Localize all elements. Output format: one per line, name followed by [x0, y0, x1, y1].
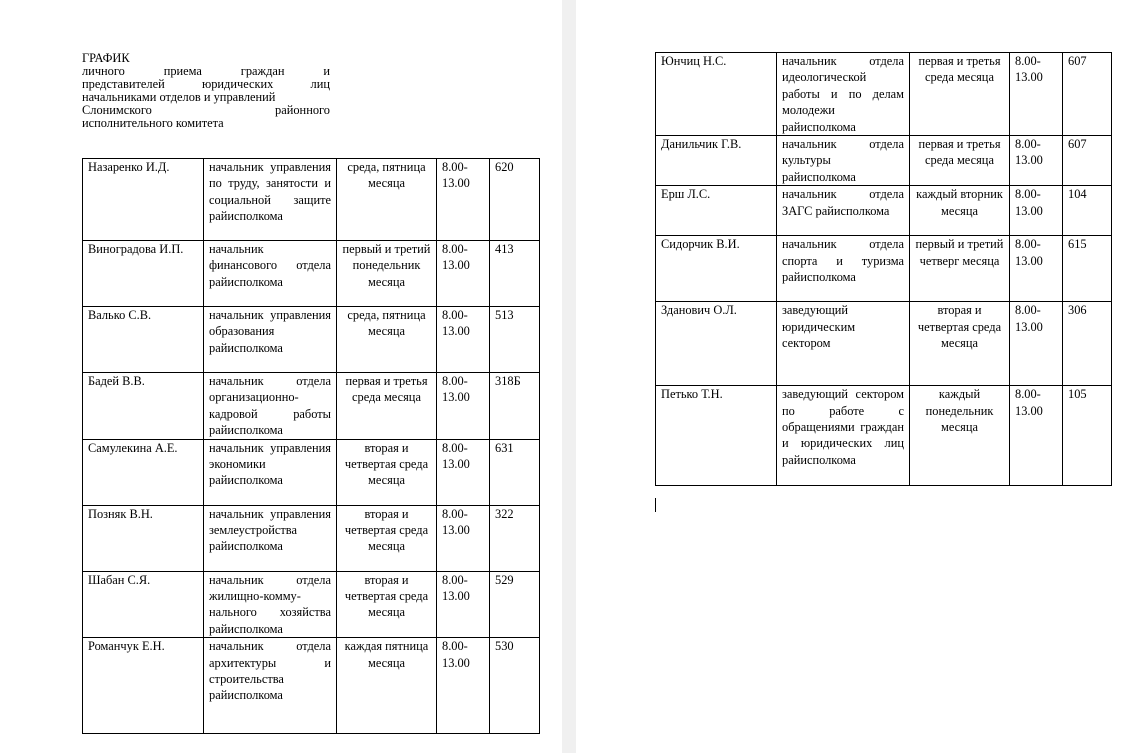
table-row [656, 386, 1112, 486]
text-cursor [655, 498, 656, 512]
position-cell: начальник управления по труду, занятости и социальной защите райисполкома [204, 159, 337, 241]
reception-time-cell: 8.00-13.00 [1010, 186, 1063, 236]
reception-day-cell: каждый понедельник месяца [910, 386, 1010, 486]
official-name-cell: Романчук Е.Н. [83, 638, 204, 734]
reception-time-cell: 8.00-13.00 [437, 638, 490, 734]
reception-time-cell: 8.00-13.00 [1010, 53, 1063, 136]
reception-day-cell: каждая пятница месяца [337, 638, 437, 734]
official-name-cell: Юнчиц Н.С. [656, 53, 777, 136]
position-cell: начальник финансового отдела райисполкома [204, 241, 337, 307]
official-name-cell: Бадей В.В. [83, 373, 204, 440]
room-number-cell: 607 [1063, 53, 1112, 136]
table-row [83, 571, 540, 638]
schedule-table-right [655, 52, 1112, 486]
official-name-cell: Петько Т.Н. [656, 386, 777, 486]
position-cell: начальник отдела архитектуры и строительства райисполкома [204, 638, 337, 734]
position-cell: начальник отдела ЗАГС райисполкома [777, 186, 910, 236]
official-name-cell: Шабан С.Я. [83, 571, 204, 638]
official-name-cell: Валько С.В. [83, 307, 204, 373]
position-cell: начальник управления экономики райисполкома [204, 439, 337, 505]
room-number-cell: 322 [490, 505, 540, 571]
official-name-cell: Позняк В.Н. [83, 505, 204, 571]
official-name-cell: Зданович О.Л. [656, 302, 777, 386]
room-number-cell: 513 [490, 307, 540, 373]
header-line: личного приема граждан и [82, 64, 330, 78]
reception-day-cell: первая и третья среда месяца [910, 53, 1010, 136]
official-name-cell: Самулекина А.Е. [83, 439, 204, 505]
room-number-cell: 529 [490, 571, 540, 638]
position-cell: начальник отдела спорта и туризма райисполкома [777, 236, 910, 302]
reception-day-cell: вторая и четвертая среда месяца [337, 439, 437, 505]
reception-time-cell: 8.00-13.00 [437, 571, 490, 638]
reception-time-cell: 8.00-13.00 [437, 307, 490, 373]
header-line: Слонимского районного [82, 103, 330, 117]
position-cell: начальник отдела идеологической работы и по делам молодежи райисполкома [777, 53, 910, 136]
room-number-cell: 615 [1063, 236, 1112, 302]
header-line: представителей юридических лиц [82, 77, 330, 91]
reception-time-cell: 8.00-13.00 [437, 505, 490, 571]
reception-day-cell: первая и третья среда месяца [337, 373, 437, 440]
room-number-cell: 620 [490, 159, 540, 241]
document-header [82, 52, 330, 130]
reception-day-cell: среда, пятница месяца [337, 307, 437, 373]
reception-day-cell: каждый вторник месяца [910, 186, 1010, 236]
table-row [83, 373, 540, 440]
table-row [83, 505, 540, 571]
header-title: ГРАФИК [82, 51, 130, 65]
official-name-cell: Виноградова И.П. [83, 241, 204, 307]
position-cell: начальник отдела жилищно-комму-нального хозяйства райисполкома [204, 571, 337, 638]
table-row [656, 236, 1112, 302]
reception-day-cell: вторая и четвертая среда месяца [337, 571, 437, 638]
reception-time-cell: 8.00-13.00 [1010, 136, 1063, 186]
position-cell: заведующий юридическим сектором [777, 302, 910, 386]
room-number-cell: 104 [1063, 186, 1112, 236]
position-cell: начальник управления образования райисполкома [204, 307, 337, 373]
schedule-table-left [82, 158, 540, 734]
reception-day-cell: первый и третий понедельник месяца [337, 241, 437, 307]
official-name-cell: Ерш Л.С. [656, 186, 777, 236]
table-row [83, 241, 540, 307]
table-row [83, 638, 540, 734]
table-row [656, 186, 1112, 236]
official-name-cell: Сидорчик В.И. [656, 236, 777, 302]
room-number-cell: 105 [1063, 386, 1112, 486]
reception-day-cell: первая и третья среда месяца [910, 136, 1010, 186]
position-cell: заведующий сектором по работе с обращениями граждан и юридических лиц райисполкома [777, 386, 910, 486]
room-number-cell: 306 [1063, 302, 1112, 386]
document-page-left [0, 0, 562, 753]
reception-day-cell: среда, пятница месяца [337, 159, 437, 241]
room-number-cell: 413 [490, 241, 540, 307]
table-row [83, 439, 540, 505]
reception-day-cell: первый и третий четверг месяца [910, 236, 1010, 302]
reception-time-cell: 8.00-13.00 [1010, 302, 1063, 386]
reception-time-cell: 8.00-13.00 [437, 159, 490, 241]
reception-day-cell: вторая и четвертая среда месяца [910, 302, 1010, 386]
header-line: исполнительного комитета [82, 116, 224, 130]
official-name-cell: Данильчик Г.В. [656, 136, 777, 186]
room-number-cell: 607 [1063, 136, 1112, 186]
header-line: начальниками отделов и управлений [82, 90, 276, 104]
reception-time-cell: 8.00-13.00 [437, 241, 490, 307]
reception-time-cell: 8.00-13.00 [437, 439, 490, 505]
official-name-cell: Назаренко И.Д. [83, 159, 204, 241]
room-number-cell: 530 [490, 638, 540, 734]
reception-time-cell: 8.00-13.00 [1010, 386, 1063, 486]
reception-time-cell: 8.00-13.00 [437, 373, 490, 440]
table-row [83, 307, 540, 373]
reception-time-cell: 8.00-13.00 [1010, 236, 1063, 302]
table-row [656, 53, 1112, 136]
position-cell: начальник отдела культуры райисполкома [777, 136, 910, 186]
table-row [83, 159, 540, 241]
table-row [656, 136, 1112, 186]
position-cell: начальник отдела организационно-кадровой работы райисполкома [204, 373, 337, 440]
reception-day-cell: вторая и четвертая среда месяца [337, 505, 437, 571]
table-row [656, 302, 1112, 386]
room-number-cell: 318Б [490, 373, 540, 440]
room-number-cell: 631 [490, 439, 540, 505]
position-cell: начальник управления землеустройства райисполкома [204, 505, 337, 571]
